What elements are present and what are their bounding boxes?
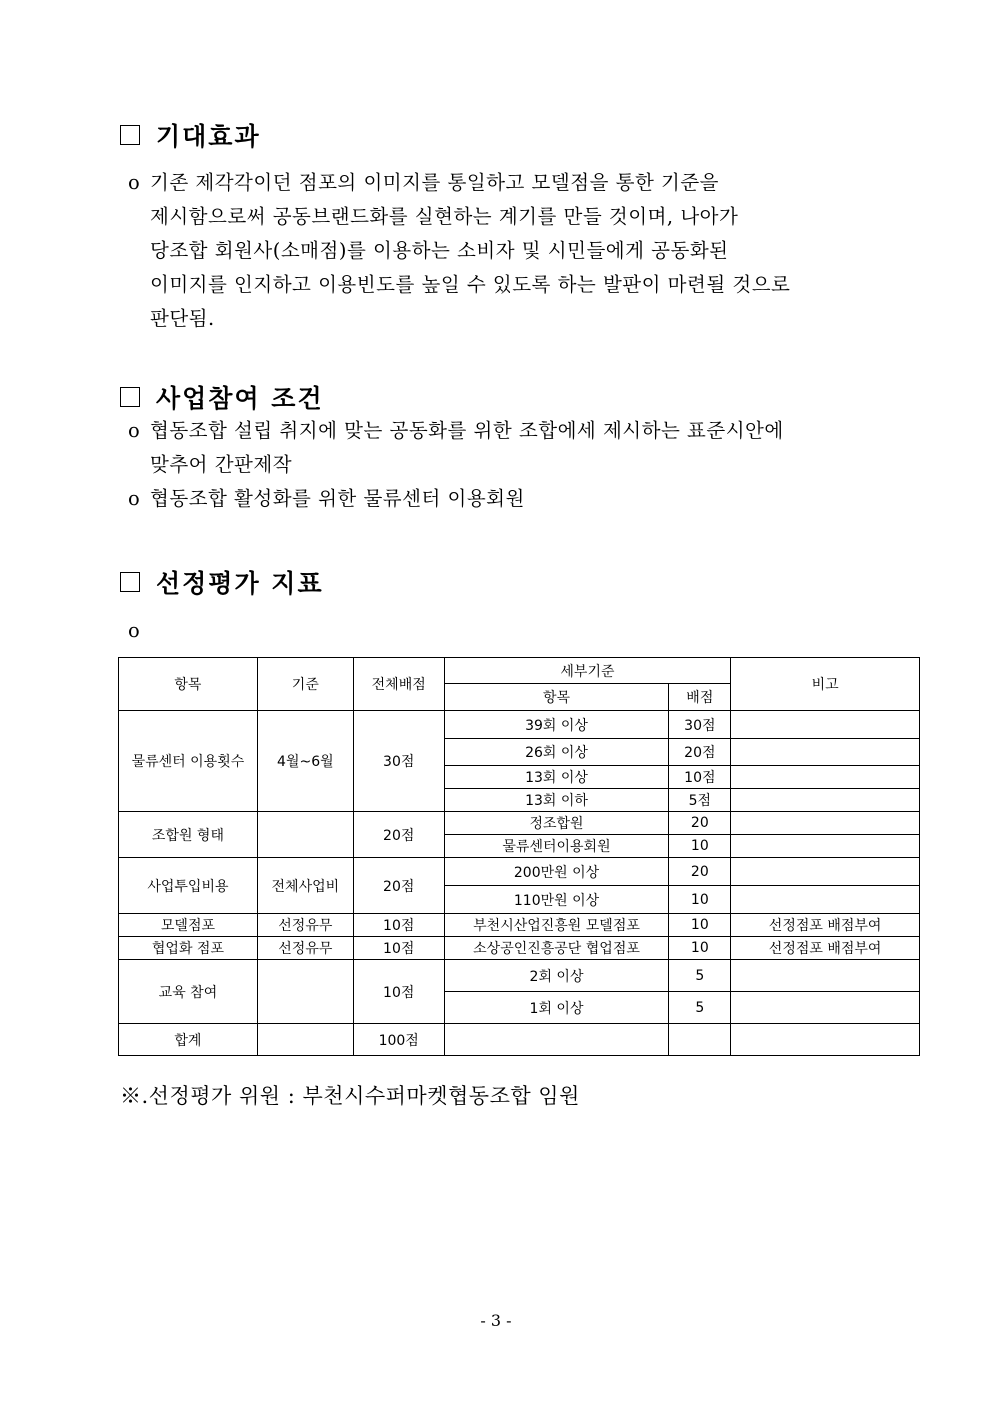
expected-effects-paragraph — [128, 166, 790, 336]
remark-cell — [731, 711, 920, 739]
header-detail-item: 항목 — [444, 684, 669, 711]
paragraph-line — [128, 482, 784, 516]
header-detail-score: 배점 — [669, 684, 731, 711]
bullet-marker: o — [128, 171, 141, 194]
detail-score: 20 — [669, 858, 731, 886]
table-row-sum — [119, 1024, 920, 1056]
evaluation-table — [118, 657, 920, 1056]
header-remark: 비고 — [731, 658, 920, 711]
row-item: 교육 참여 — [119, 960, 258, 1024]
row-criteria: 선정유무 — [257, 914, 353, 937]
row-total: 100점 — [353, 1024, 444, 1056]
line-text: 협동조합 활성화를 위한 물류센터 이용회원 — [150, 487, 525, 510]
table-row — [119, 812, 920, 835]
remark-cell — [731, 960, 920, 992]
row-criteria — [257, 812, 353, 858]
evaluation-bullet: o — [128, 619, 141, 642]
row-item: 조합원 형태 — [119, 812, 258, 858]
line-text: 기존 제각각이던 점포의 이미지를 통일하고 모델점을 통한 기준을 — [150, 171, 719, 194]
paragraph-line: 판단됨. — [150, 307, 215, 330]
detail-score — [669, 1024, 731, 1056]
row-total: 20점 — [353, 858, 444, 914]
table-header-row — [119, 658, 920, 684]
detail-item: 소상공인진흥공단 협업점포 — [444, 937, 669, 960]
detail-score: 20 — [669, 812, 731, 835]
checkbox-square-icon — [120, 572, 140, 592]
table-row — [119, 914, 920, 937]
detail-item: 13회 이상 — [444, 766, 669, 789]
remark-cell — [731, 858, 920, 886]
paragraph-line: 제시함으로써 공동브랜드화를 실현하는 계기를 만들 것이며, 나아가 — [150, 205, 739, 228]
row-item: 모델점포 — [119, 914, 258, 937]
section-title-text: 기대효과 — [156, 122, 261, 151]
row-criteria — [257, 960, 353, 1024]
row-item: 협업화 점포 — [119, 937, 258, 960]
line-text: 협동조합 설립 취지에 맞는 공동화를 위한 조합에세 제시하는 표준시안에 — [150, 419, 784, 442]
bullet-marker: o — [128, 487, 141, 510]
checkbox-square-icon — [120, 387, 140, 407]
header-detail: 세부기준 — [444, 658, 731, 684]
detail-item: 부천시산업진흥원 모델점포 — [444, 914, 669, 937]
remark-cell — [731, 992, 920, 1024]
row-total: 10점 — [353, 960, 444, 1024]
header-criteria: 기준 — [257, 658, 353, 711]
page-number: - 3 - — [480, 1311, 512, 1330]
participation-paragraph — [128, 414, 784, 516]
detail-score: 10점 — [669, 766, 731, 789]
section-title-participation — [120, 379, 324, 415]
row-total: 10점 — [353, 937, 444, 960]
detail-item: 1회 이상 — [444, 992, 669, 1024]
detail-item: 2회 이상 — [444, 960, 669, 992]
row-criteria: 선정유무 — [257, 937, 353, 960]
remark-cell — [731, 766, 920, 789]
checkbox-square-icon — [120, 125, 140, 145]
detail-item — [444, 1024, 669, 1056]
detail-score: 10 — [669, 937, 731, 960]
row-total: 20점 — [353, 812, 444, 858]
section-title-text: 선정평가 지표 — [156, 569, 324, 598]
table-row — [119, 937, 920, 960]
detail-score: 20점 — [669, 739, 731, 766]
paragraph-line: 당조합 회원사(소매점)를 이용하는 소비자 및 시민들에게 공동화된 — [150, 239, 729, 262]
section-title-text: 사업참여 조건 — [156, 384, 324, 413]
remark-cell — [731, 886, 920, 914]
detail-item: 200만원 이상 — [444, 858, 669, 886]
table-row — [119, 711, 920, 739]
detail-item: 정조합원 — [444, 812, 669, 835]
row-item: 물류센터 이용횟수 — [119, 711, 258, 812]
remark-cell — [731, 1024, 920, 1056]
detail-item: 물류센터이용회원 — [444, 835, 669, 858]
detail-score: 10 — [669, 886, 731, 914]
evaluation-committee-note: ※.선정평가 위원 : 부천시수퍼마켓협동조합 임원 — [120, 1084, 580, 1108]
section-title-evaluation — [120, 564, 324, 600]
detail-score: 5점 — [669, 789, 731, 812]
detail-item: 13회 이하 — [444, 789, 669, 812]
detail-score: 30점 — [669, 711, 731, 739]
paragraph-line: 이미지를 인지하고 이용빈도를 높일 수 있도록 하는 발판이 마련될 것으로 — [150, 273, 791, 296]
remark-cell — [731, 812, 920, 835]
detail-item: 39회 이상 — [444, 711, 669, 739]
paragraph-line — [128, 166, 790, 200]
row-criteria — [257, 1024, 353, 1056]
detail-item: 26회 이상 — [444, 739, 669, 766]
detail-score: 5 — [669, 960, 731, 992]
detail-score: 10 — [669, 835, 731, 858]
remark-cell: 선정점포 배점부여 — [731, 914, 920, 937]
header-total: 전체배점 — [353, 658, 444, 711]
remark-cell: 선정점포 배점부여 — [731, 937, 920, 960]
remark-cell — [731, 789, 920, 812]
detail-item: 110만원 이상 — [444, 886, 669, 914]
detail-score: 5 — [669, 992, 731, 1024]
remark-cell — [731, 835, 920, 858]
paragraph-line: 맞추어 간판제작 — [150, 453, 293, 476]
section-title-expected-effects — [120, 117, 261, 153]
row-total: 10점 — [353, 914, 444, 937]
table-row — [119, 858, 920, 886]
row-criteria: 4월~6월 — [257, 711, 353, 812]
detail-score: 10 — [669, 914, 731, 937]
row-criteria: 전체사업비 — [257, 858, 353, 914]
bullet-marker: o — [128, 419, 141, 442]
row-item: 합계 — [119, 1024, 258, 1056]
row-item: 사업투입비용 — [119, 858, 258, 914]
remark-cell — [731, 739, 920, 766]
table-row — [119, 960, 920, 992]
header-item: 항목 — [119, 658, 258, 711]
paragraph-line — [128, 414, 784, 448]
row-total: 30점 — [353, 711, 444, 812]
